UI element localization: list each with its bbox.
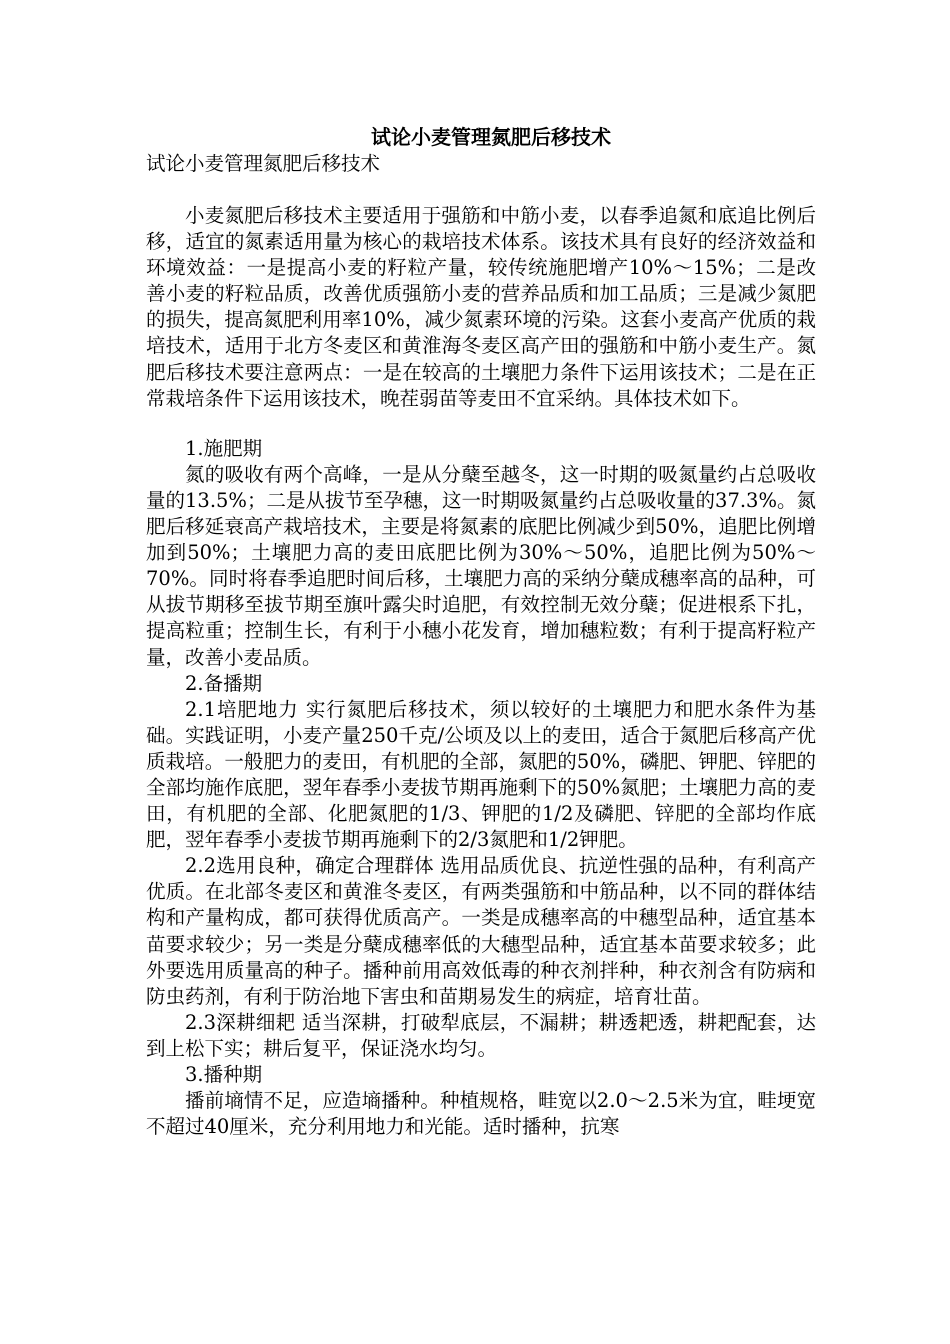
section-2-1-paragraph: 2.1培肥地力 实行氮肥后移技术，须以较好的土壤肥力和肥水条件为基础。实践证明，小麦产量250千克/公顷及以上的麦田，适合于氮肥后移高产优质栽培。一般肥力的麦田，有机肥的全部，氮肥的50%，磷肥、钾肥、锌肥的全部均施作底肥，翌年春季小麦拔节期再施剩下的50%氮肥；土壤肥力高的麦田，有机肥的全部、化肥氮肥的1/3、钾肥的1/2及磷肥、锌肥的全部均作底肥，翌年春季小麦拔节期再施剩下的2/3氮肥和1/2钾肥。: [146, 697, 816, 852]
document-title: 试论小麦管理氮肥后移技术: [371, 125, 611, 149]
spacer: [146, 412, 816, 436]
document-subtitle: 试论小麦管理氮肥后移技术: [146, 152, 381, 175]
document-page: [146, 124, 816, 1140]
intro-paragraph: 小麦氮肥后移技术主要适用于强筋和中筋小麦，以春季追氮和底追比例后移，适宜的氮素适用量为核心的栽培技术体系。该技术具有良好的经济效益和环境效益：一是提高小麦的籽粒产量，较传统施肥增产10%～15%；二是改善小麦的籽粒品质，改善优质强筋小麦的营养品质和加工品质；三是减少氮肥的损失，提高氮肥利用率10%，减少氮素环境的污染。这套小麦高产优质的栽培技术，适用于北方冬麦区和黄淮海冬麦区高产田的强筋和中筋小麦生产。氮肥后移技术要注意两点：一是在较高的土壤肥力条件下运用该技术；二是在正常栽培条件下运用该技术，晚茬弱苗等麦田不宜采纳。具体技术如下。: [146, 204, 816, 410]
section-3-body: 播前墒情不足，应造墒播种。种植规格，畦宽以2.0～2.5米为宜，畦埂宽不超过40厘米，充分利用地力和光能。适时播种，抗寒: [146, 1089, 816, 1139]
spacer: [146, 177, 816, 203]
section-2-heading: 2.备播期: [185, 671, 263, 695]
section-3-heading: 3.播种期: [185, 1063, 263, 1086]
section-2-3-paragraph: 2.3深耕细耙 适当深耕，打破犁底层，不漏耕；耕透耙透，耕耙配套，达到上松下实；耕后复平，保证浇水均匀。: [146, 1010, 816, 1060]
section-1-heading: 1.施肥期: [185, 436, 263, 460]
section-2-2-paragraph: 2.2选用良种，确定合理群体 选用品质优良、抗逆性强的品种，有利高产优质。在北部冬麦区和黄淮冬麦区，有两类强筋和中筋品种，以不同的群体结构和产量构成，都可获得优质高产。一类是成穗率高的中穗型品种，适宜基本苗要求较少；另一类是分蘖成穗率低的大穗型品种，适宜基本苗要求较多；此外要选用质量高的种子。播种前用高效低毒的种衣剂拌种，种衣剂含有防病和防虫药剂，有利于防治地下害虫和苗期易发生的病症，培育壮苗。: [146, 854, 816, 1008]
section-1-body: 氮的吸收有两个高峰，一是从分蘖至越冬，这一时期的吸氮量约占总吸收量的13.5%；二是从拔节至孕穗，这一时期吸氮量约占总吸收量的37.3%。氮肥后移延衰高产栽培技术，主要是将氮素的底肥比例减少到50%，追肥比例增加到50%；土壤肥力高的麦田底肥比例为30%～50%，追肥比例为50%～70%。同时将春季追肥时间后移，土壤肥力高的采纳分蘖成穗率高的品种，可从拔节期移至拔节期至旗叶露尖时追肥，有效控制无效分蘖；促进根系下扎，提高粒重；控制生长，有利于小穗小花发育，增加穗粒数；有利于提高籽粒产量，改善小麦品质。: [146, 462, 816, 669]
